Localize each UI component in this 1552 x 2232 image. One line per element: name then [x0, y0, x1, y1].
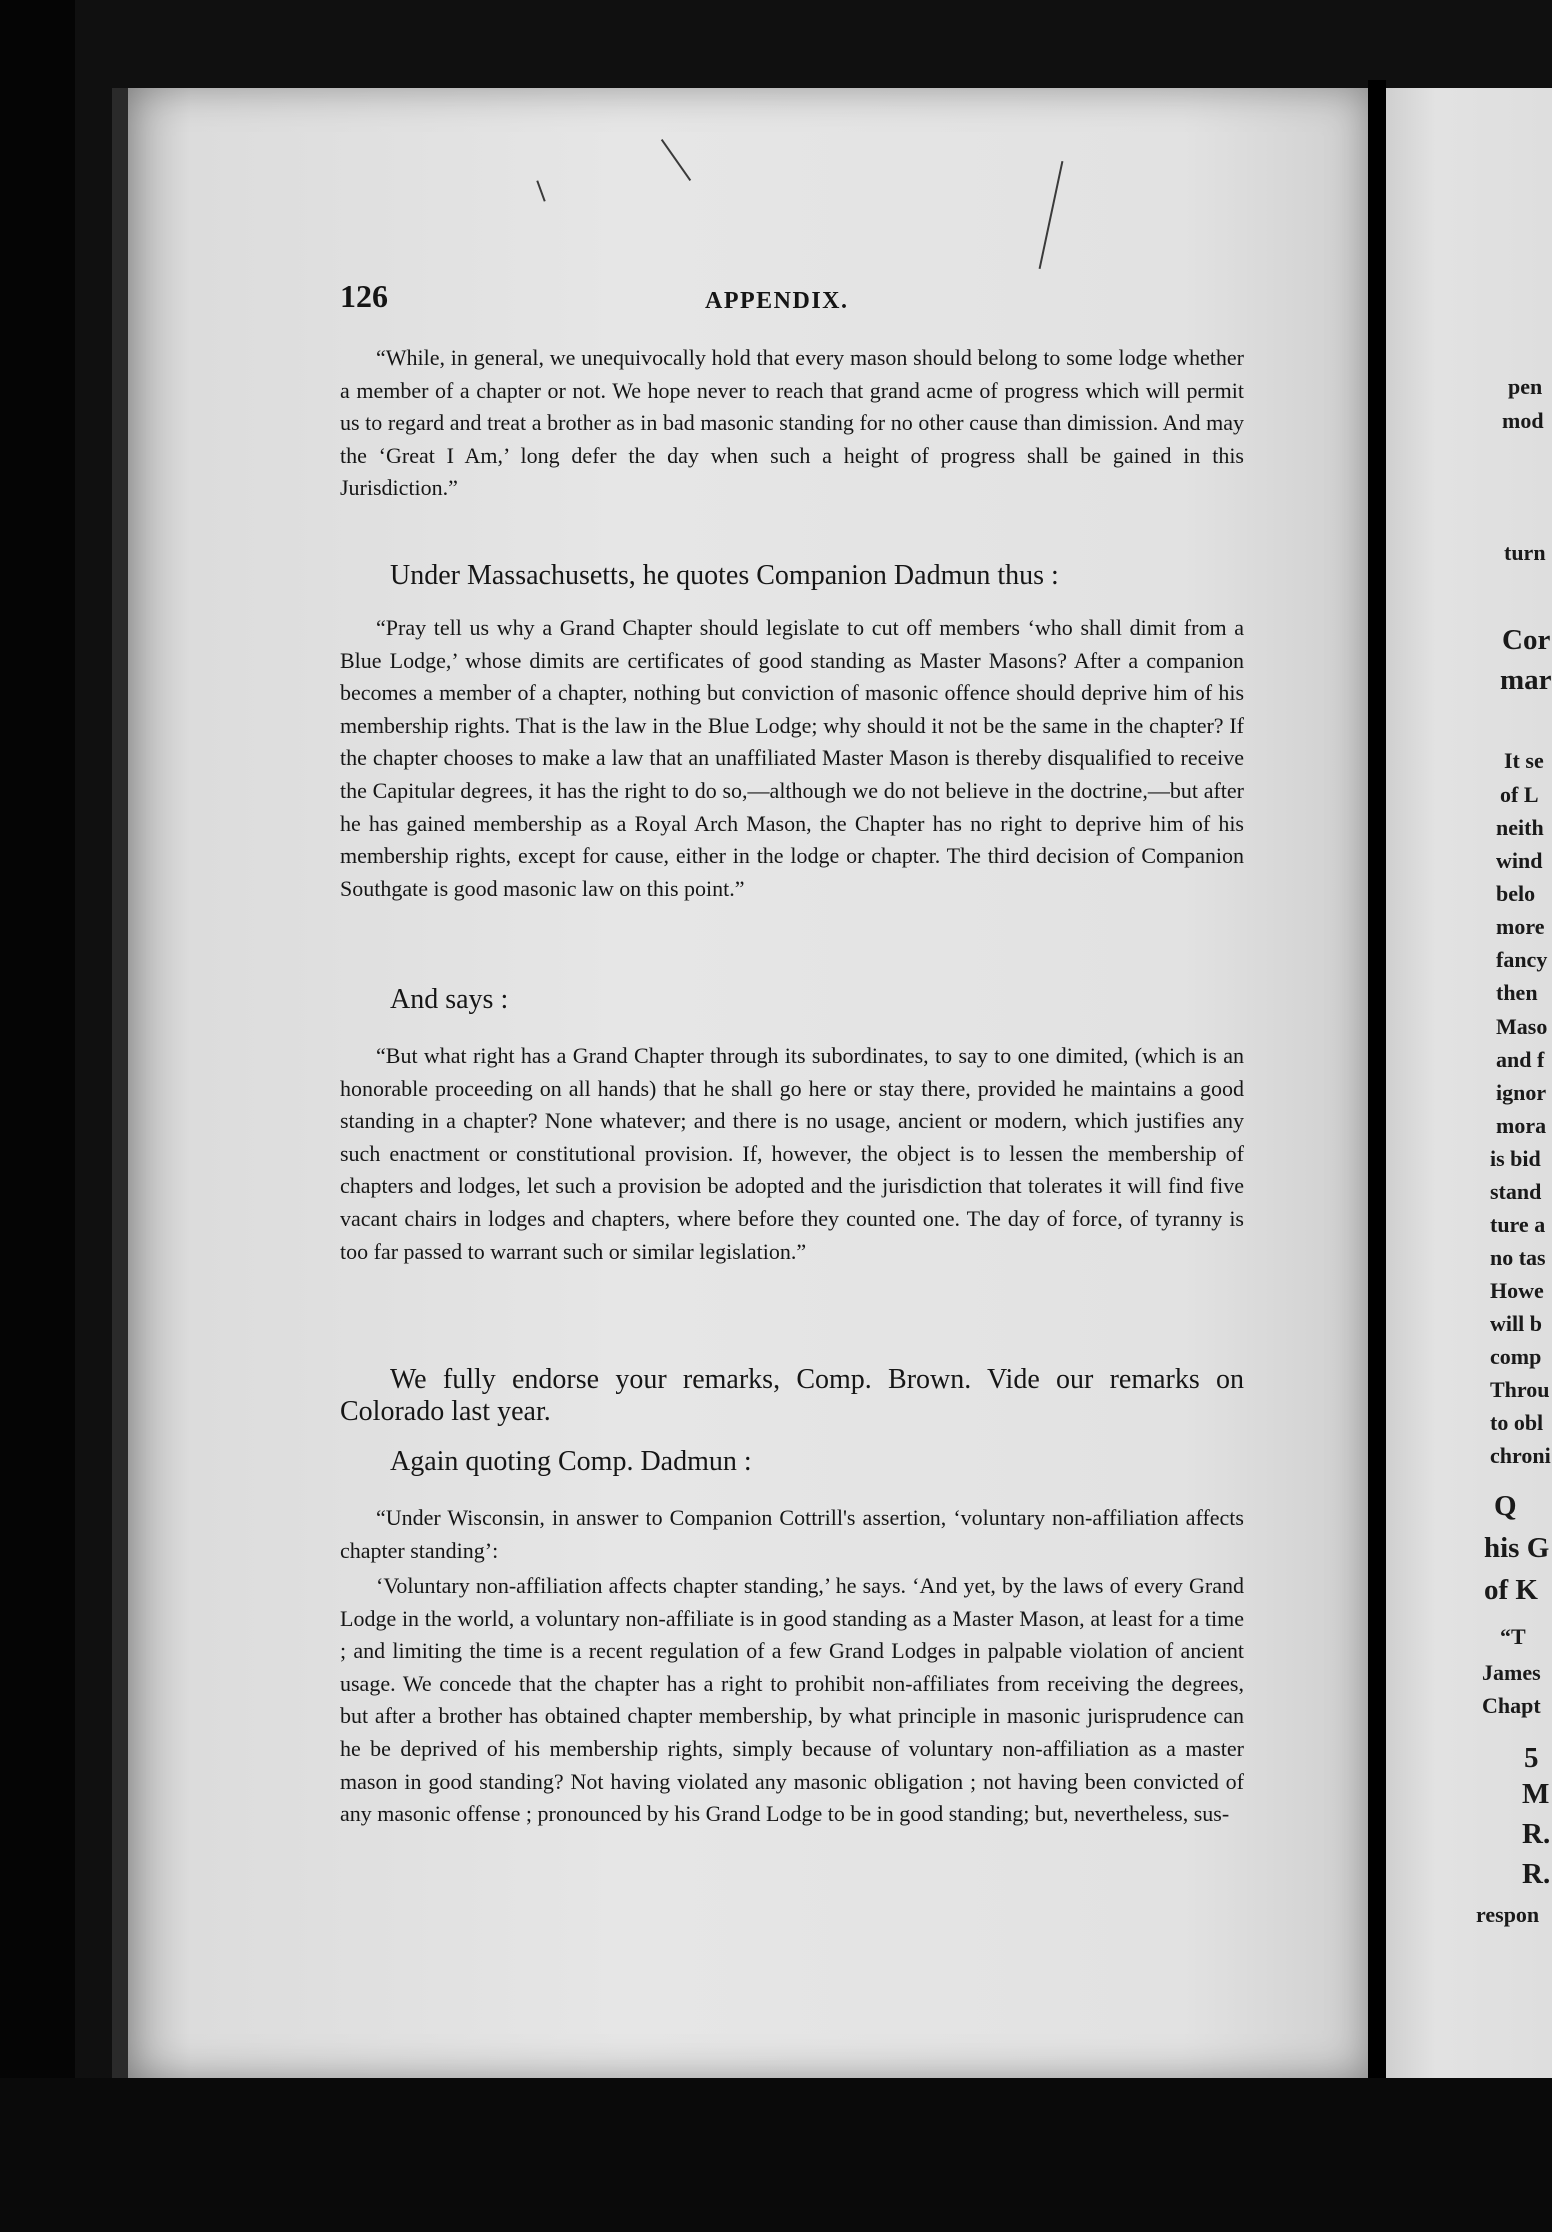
facing-page-fragment: is bid: [1490, 1146, 1541, 1171]
quote-block-1: [340, 342, 1244, 505]
facing-page-fragment: chroni: [1490, 1443, 1551, 1468]
facing-page-fragment: respon: [1476, 1902, 1540, 1927]
quote-paragraph: “Under Wisconsin, in answer to Companion Cottrill's assertion, ‘voluntary non-affiliation affects chapter standing’:: [340, 1505, 1244, 1563]
facing-page-fragment: his G: [1484, 1532, 1550, 1564]
facing-page-fragment: of L: [1500, 782, 1539, 807]
facing-page-fragment: stand: [1490, 1179, 1542, 1204]
quote-block-5: [340, 1570, 1244, 1831]
body-text: And says :: [390, 984, 509, 1015]
facing-page-fragment: ignor: [1496, 1080, 1547, 1105]
facing-page-fragment: ture a: [1490, 1212, 1546, 1237]
facing-page-fragment: Maso: [1496, 1014, 1548, 1039]
body-text: Under Massachusetts, he quotes Companion Dadmun thus :: [390, 560, 1059, 591]
facing-page-fragment: mar: [1500, 664, 1552, 696]
facing-page-fragment: Cor: [1502, 624, 1551, 656]
facing-page-fragment: 5: [1524, 1742, 1539, 1774]
facing-page-fragment: R.: [1522, 1818, 1551, 1850]
quote-block-3: [340, 1040, 1244, 1268]
facing-page-fragment: comp: [1490, 1344, 1542, 1369]
facing-page-fragment: fancy: [1496, 947, 1548, 972]
page-number: 126: [340, 278, 388, 314]
facing-page-fragment: turn: [1504, 540, 1546, 565]
facing-page-fragment: and f: [1496, 1047, 1545, 1072]
body-paragraph-3: [340, 1364, 1244, 1428]
scan-bottom-border: [0, 2078, 1552, 2232]
facing-page-fragment: mora: [1496, 1113, 1547, 1138]
facing-page-fragment: Q: [1494, 1490, 1517, 1522]
facing-page-fragment: of K: [1484, 1574, 1538, 1606]
body-text: We fully endorse your remarks, Comp. Brown. Vide our remarks on Colorado last year.: [340, 1364, 1244, 1427]
facing-page-fragment: wind: [1496, 848, 1543, 873]
quote-paragraph: “But what right has a Grand Chapter through its subordinates, to say to one dimited, (which is an honorable proceeding on all hands) that he shall go here or stay there, provided he maintains a good standing in a chapter? None whatever; and there is no usage, ancient or modern, which justifies any such enactment or constitutional provision. If, however, the object is to lessen the membership of chapters and lodges, let such a provision be adopted and the jurisdiction that tolerates it will find five vacant chairs in lodges and chapters, where before they counted one. The day of force, of tyranny is too far passed to warrant such or similar legislation.”: [340, 1043, 1244, 1264]
page-header: [340, 278, 1240, 318]
quote-block-2: [340, 612, 1244, 905]
facing-page-fragment: mod: [1502, 408, 1544, 433]
facing-page-fragment: to obl: [1490, 1410, 1544, 1435]
facing-page-fragment: “T: [1500, 1624, 1526, 1649]
quote-paragraph: “Pray tell us why a Grand Chapter should legislate to cut off members ‘who shall dimit from a Blue Lodge,’ whose dimits are certificates of good standing as Master Masons? After a companion becomes a member of a chapter, nothing but conviction of masonic offence should deprive him of his membership rights. That is the law in the Blue Lodge; why should it not be the same in the chapter? If the chapter chooses to make a law that an unaffiliated Master Mason is thereby disqualified to receive the Capitular degrees, it has the right to do so,—although we do not believe in the doctrine,—but after he has gained membership as a Royal Arch Mason, the Chapter has no right to deprive him of his membership rights, except for cause, either in the lodge or chapter. The third decision of Companion Southgate is good masonic law on this point.”: [340, 615, 1244, 901]
body-paragraph-4: [340, 1446, 1244, 1478]
facing-page-fragment: belo: [1496, 881, 1536, 906]
facing-page-fragment: will b: [1490, 1311, 1542, 1336]
facing-page-fragment: more: [1496, 914, 1545, 939]
facing-page-fragment: James: [1482, 1660, 1541, 1685]
facing-page-fragment: It se: [1504, 748, 1544, 773]
facing-page-fragment: then: [1496, 980, 1538, 1005]
quote-paragraph: ‘Voluntary non-affiliation affects chapter standing,’ he says. ‘And yet, by the laws of every Grand Lodge in the world, a voluntary non-affiliate is in good standing as a Master Mason, at least for a time ; and limiting the time is a recent regulation of a few Grand Lodges in palpable violation of ancient usage. We concede that the chapter has a right to prohibit non-affiliates from receiving the degrees, but after a brother has obtained chapter membership, by what principle in masonic jurisprudence can he be deprived of his membership rights, simply because of voluntary non-affiliation as a master mason in good standing? Not having violated any masonic obligation ; not having been convicted of any masonic offense ; pronounced by his Grand Lodge to be in good standing; but, nevertheless, sus-: [340, 1573, 1244, 1827]
running-head: APPENDIX.: [705, 288, 849, 314]
facing-page-fragment: Howe: [1490, 1278, 1544, 1303]
facing-page-fragment: M: [1522, 1778, 1550, 1810]
quote-block-4: [340, 1502, 1244, 1567]
quote-paragraph: “While, in general, we unequivocally hold that every mason should belong to some lodge whether a member of a chapter or not. We hope never to reach that grand acme of progress which will permit us to regard and treat a brother as in bad masonic standing for no other cause than dimission. And may the ‘Great I Am,’ long defer the day when such a height of progress shall be gained in this Jurisdiction.”: [340, 345, 1244, 501]
body-text: Again quoting Comp. Dadmun :: [390, 1446, 752, 1477]
facing-page-fragment: Throu: [1490, 1377, 1550, 1402]
facing-page-fragment: pen: [1508, 374, 1543, 399]
scan-left-border: [0, 0, 75, 2232]
book-gutter: [1368, 80, 1386, 2090]
facing-page-fragment: neith: [1496, 815, 1544, 840]
body-paragraph-2: [340, 984, 1244, 1016]
facing-page-fragment: no tas: [1490, 1245, 1546, 1270]
facing-page-fragment: R.: [1522, 1858, 1551, 1890]
body-paragraph-1: [340, 560, 1244, 592]
facing-page-fragment: Chapt: [1482, 1693, 1541, 1718]
